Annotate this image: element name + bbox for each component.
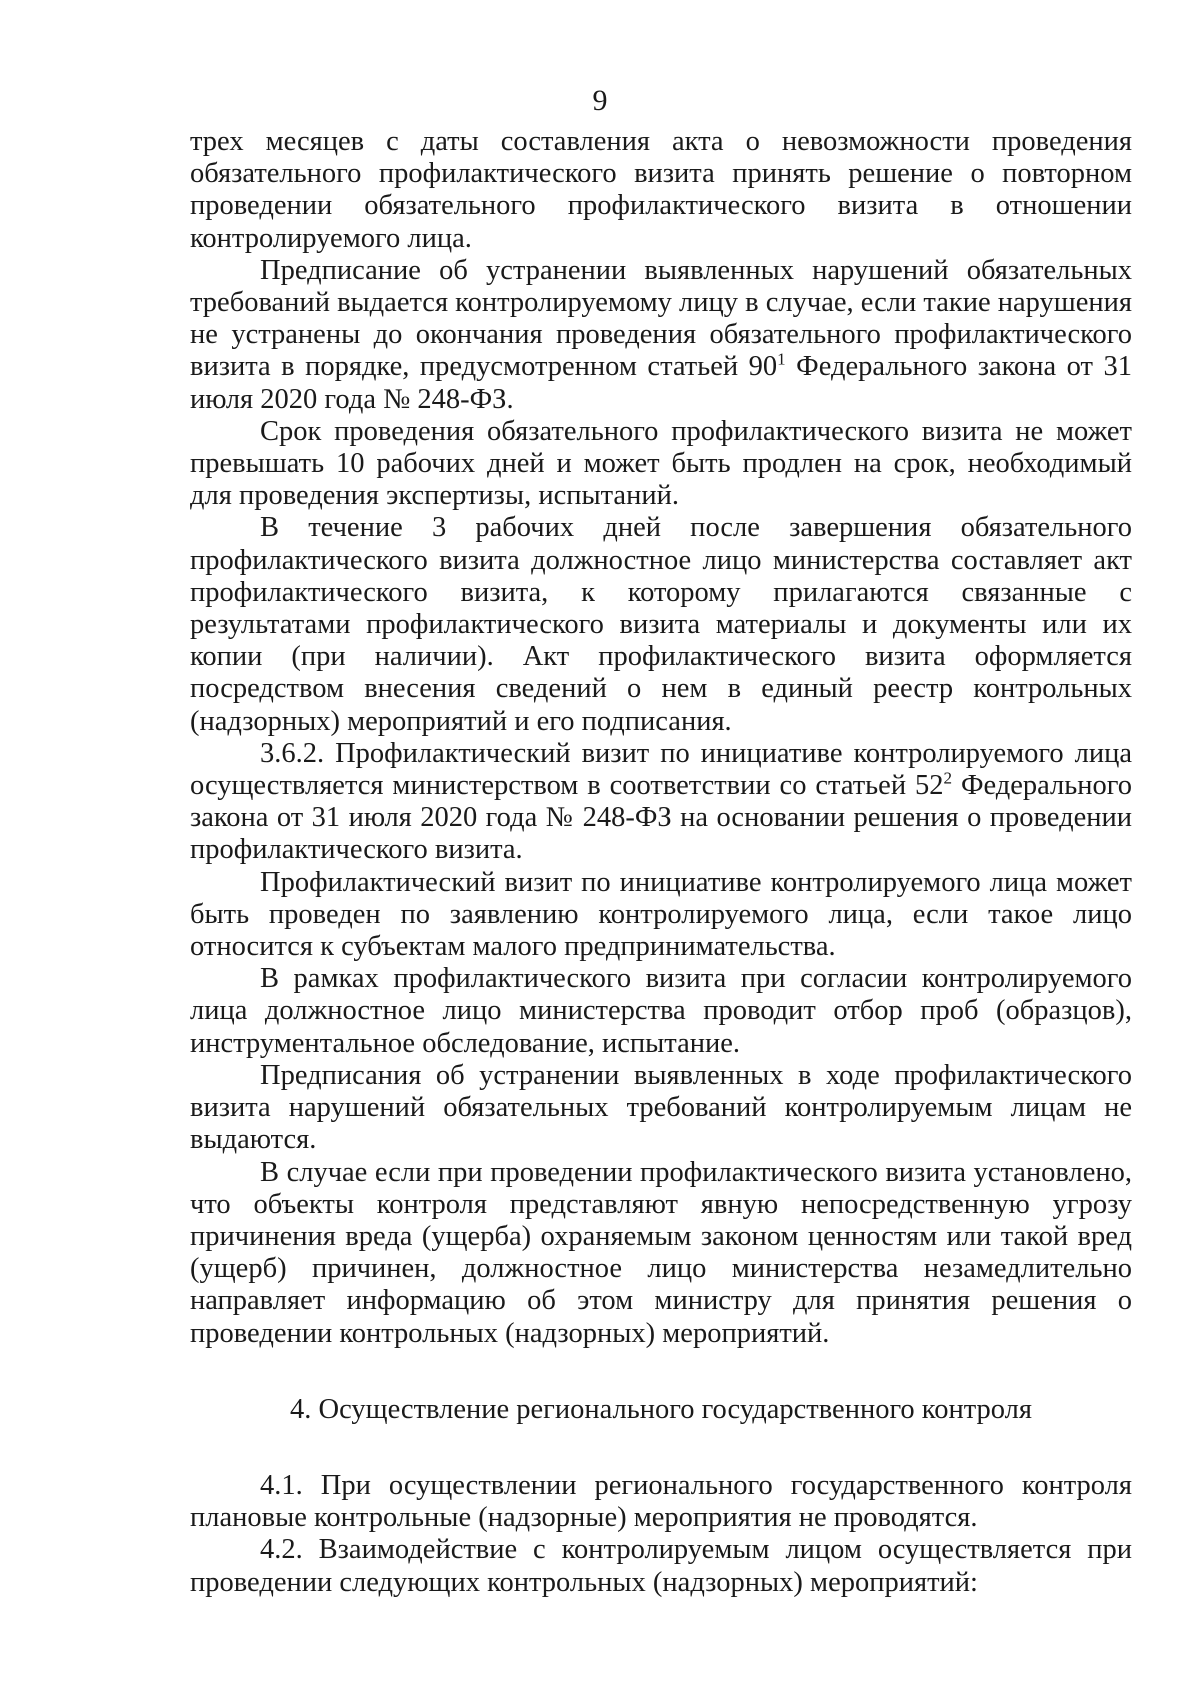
paragraph-no-prescriptions: Предписания об устранении выявленных в ходе профилактического визита нарушений обязательных требований контролируемым лицам не выдаются. [190,1059,1132,1156]
paragraph-initiative-visit: Профилактический визит по инициативе контролируемого лица может быть проведен по заявлению контролируемого лица, если такое лицо относится к субъектам малого предпринимательства. [190,866,1132,963]
paragraph-prescription: Предписание об устранении выявленных нарушений обязательных требований выдается контролируемому лицу в случае, если такие нарушения не устранены до окончания проведения обязательного профилактического визита в порядке, предусмотренном статьей $90^1$ Федерального закона от 31 июля 2020 года № 248-ФЗ. [190,254,1132,415]
document-body [190,126,1132,1599]
paragraph-threat: В случае если при проведении профилактического визита установлено, что объекты контроля представляют явную непосредственную угрозу причинения вреда (ущерба) охраняемым законом ценностям или такой вред (ущерб) причинен, должностное лицо министерства незамедлительно направляет информацию об этом министру для принятия решения о проведении контрольных (надзорных) мероприятий. [190,1156,1132,1349]
paragraph-4-1: 4.1. При осуществлении регионального государственного контроля плановые контрольные (надзорные) мероприятия не проводятся. [190,1469,1132,1534]
paragraph-visit-act: В течение 3 рабочих дней после завершения обязательного профилактического визита должностное лицо министерства составляет акт профилактического визита, к которому прилагаются связанные с результатами профилактического визита материалы и документы или их копии (при наличии). Акт профилактического визита оформляется посредством внесения сведений о нем в единый реестр контрольных (надзорных) мероприятий и его подписания. [190,512,1132,737]
paragraph-visit-duration: Срок проведения обязательного профилактического визита не может превышать 10 рабочих дней и может быть продлен на срок, необходимый для проведения экспертизы, испытаний. [190,415,1132,512]
page-number: 9 [592,84,608,117]
paragraph-3-6-2: 3.6.2. Профилактический визит по инициативе контролируемого лица осуществляется министерством в соответствии со статьей $52^2$ Федерального закона от 31 июля 2020 года № 248-ФЗ на основании решения о проведении профилактического визита. [190,737,1132,866]
section-heading: 4. Осуществление регионального государственного контроля [290,1393,1032,1425]
paragraph-4-2: 4.2. Взаимодействие с контролируемым лицом осуществляется при проведении следующих контрольных (надзорных) мероприятий: [190,1534,1132,1598]
paragraph-continuation: трех месяцев с даты составления акта о невозможности проведения обязательного профилактического визита принять решение о повторном проведении обязательного профилактического визита в отношении контролируемого лица. [190,126,1132,254]
paragraph-sampling: В рамках профилактического визита при согласии контролируемого лица должностное лицо министерства проводит отбор проб (образцов), инструментальное обследование, испытание. [190,963,1132,1059]
